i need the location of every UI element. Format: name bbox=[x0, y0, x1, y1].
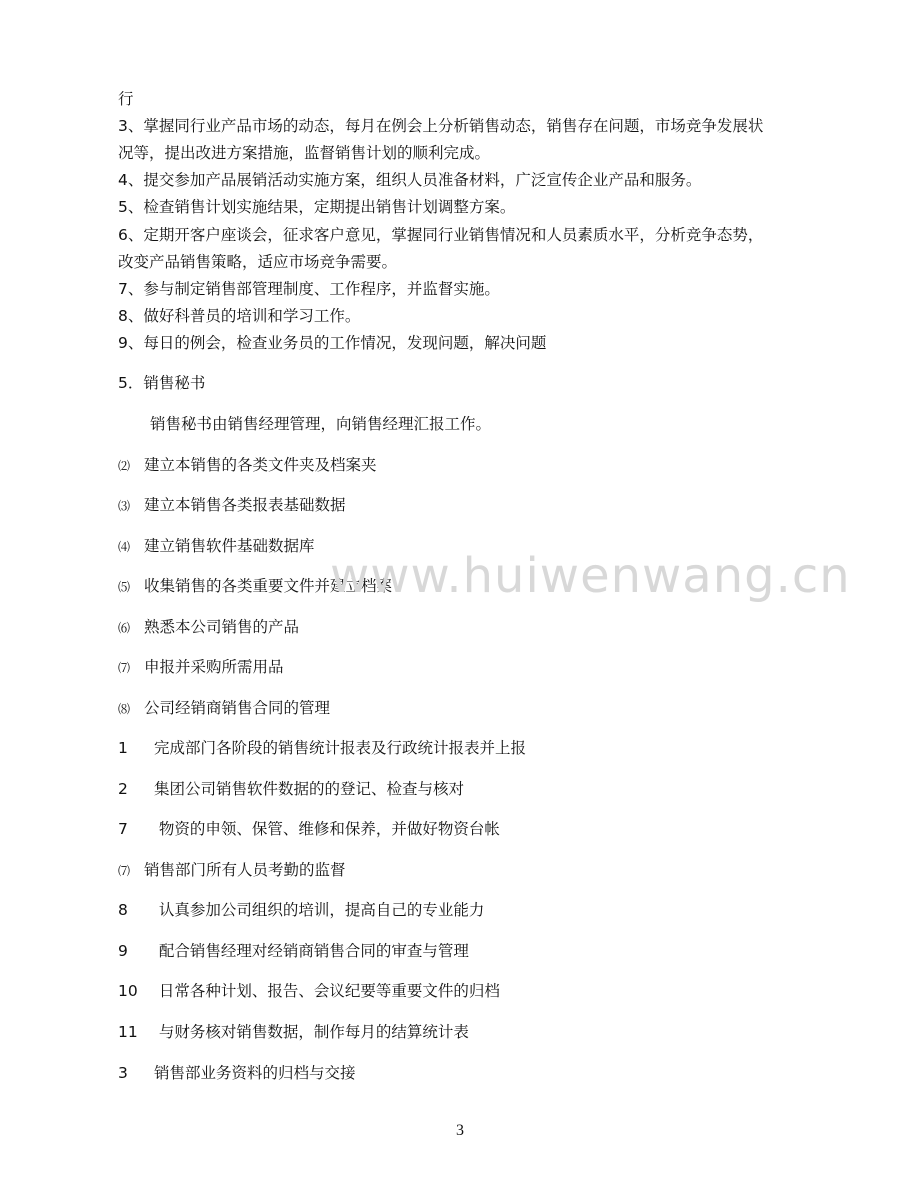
item-number: ⑵ bbox=[118, 459, 131, 473]
section-intro: 销售秘书由销售经理管理，向销售经理汇报工作。 bbox=[150, 415, 492, 433]
item-number: 11 bbox=[118, 1023, 138, 1041]
text-line: 3、掌握同行业产品市场的动态，每月在例会上分析销售动态，销售存在问题，市场竞争发展状 bbox=[118, 117, 764, 135]
item-text: 日常各种计划、报告、会议纪要等重要文件的归档 bbox=[154, 982, 500, 1000]
item-number: 2 bbox=[118, 780, 128, 798]
item-text: 建立销售软件基础数据库 bbox=[144, 537, 315, 555]
list-item bbox=[118, 899, 484, 921]
item-text: 建立本销售各类报表基础数据 bbox=[144, 496, 346, 514]
list-item bbox=[118, 778, 464, 800]
item-text: 销售部门所有人员考勤的监督 bbox=[144, 861, 346, 879]
list-item bbox=[118, 616, 299, 639]
list-item bbox=[118, 859, 346, 882]
item-text: 建立本销售的各类文件夹及档案夹 bbox=[144, 456, 377, 474]
section-title: 5．销售秘书 bbox=[118, 374, 206, 392]
text-line: 5、检查销售计划实施结果，定期提出销售计划调整方案。 bbox=[118, 198, 516, 216]
item-text: 完成部门各阶段的销售统计报表及行政统计报表并上报 bbox=[154, 739, 527, 757]
item-number: 7 bbox=[118, 820, 128, 838]
item-text: 配合销售经理对经销商销售合同的审查与管理 bbox=[154, 942, 469, 960]
item-number: 8 bbox=[118, 901, 128, 919]
item-number: ⑷ bbox=[118, 540, 131, 554]
item-text: 认真参加公司组织的培训，提高自己的专业能力 bbox=[154, 901, 485, 919]
list-item bbox=[118, 1062, 356, 1084]
list-item bbox=[118, 1021, 469, 1043]
item-number: 9 bbox=[118, 942, 128, 960]
item-text: 销售部业务资料的归档与交接 bbox=[154, 1064, 356, 1082]
item-number: ⑺ bbox=[118, 661, 131, 675]
text-line: 9、每日的例会，检查业务员的工作情况，发现问题，解决问题 bbox=[118, 334, 547, 352]
text-line: 8、做好科普员的培训和学习工作。 bbox=[118, 307, 361, 325]
item-number: ⑺ bbox=[118, 864, 131, 878]
text-line: 况等，提出改进方案措施，监督销售计划的顺利完成。 bbox=[118, 144, 491, 162]
item-text: 物资的申领、保管、维修和保养，并做好物资台帐 bbox=[154, 820, 500, 838]
list-item bbox=[118, 818, 500, 840]
text-line: 7、参与制定销售部管理制度、工作程序，并监督实施。 bbox=[118, 280, 500, 298]
item-text: 收集销售的各类重要文件并建立档案 bbox=[144, 577, 393, 595]
item-text: 集团公司销售软件数据的的登记、检查与核对 bbox=[154, 780, 465, 798]
list-item bbox=[118, 940, 469, 962]
watermark: www.huiwenwang.cn bbox=[330, 548, 851, 604]
list-item bbox=[118, 980, 500, 1002]
item-text: 申报并采购所需用品 bbox=[144, 658, 284, 676]
item-number: ⑶ bbox=[118, 499, 131, 513]
item-text: 熟悉本公司销售的产品 bbox=[144, 618, 300, 636]
item-number: ⑸ bbox=[118, 580, 131, 594]
text-line: 4、提交参加产品展销活动实施方案，组织人员准备材料，广泛宣传企业产品和服务。 bbox=[118, 171, 702, 189]
item-number: 3 bbox=[118, 1064, 128, 1082]
list-item bbox=[118, 656, 284, 679]
text-line: 改变产品销售策略，适应市场竞争需要。 bbox=[118, 253, 398, 271]
item-number: 1 bbox=[118, 739, 128, 757]
list-item bbox=[118, 454, 377, 477]
list-item bbox=[118, 535, 315, 558]
text-line: 6、定期开客户座谈会，征求客户意见，掌握同行业销售情况和人员素质水平，分析竞争态势， bbox=[118, 226, 764, 244]
item-text: 与财务核对销售数据，制作每月的结算统计表 bbox=[154, 1023, 469, 1041]
item-number: ⑹ bbox=[118, 621, 131, 635]
list-item bbox=[118, 697, 330, 720]
item-text: 公司经销商销售合同的管理 bbox=[144, 699, 331, 717]
page-number: 3 bbox=[456, 1122, 464, 1139]
item-number: 10 bbox=[118, 982, 138, 1000]
list-item bbox=[118, 494, 346, 517]
list-item bbox=[118, 737, 526, 759]
text-line: 行 bbox=[118, 90, 134, 108]
item-number: ⑻ bbox=[118, 702, 131, 716]
